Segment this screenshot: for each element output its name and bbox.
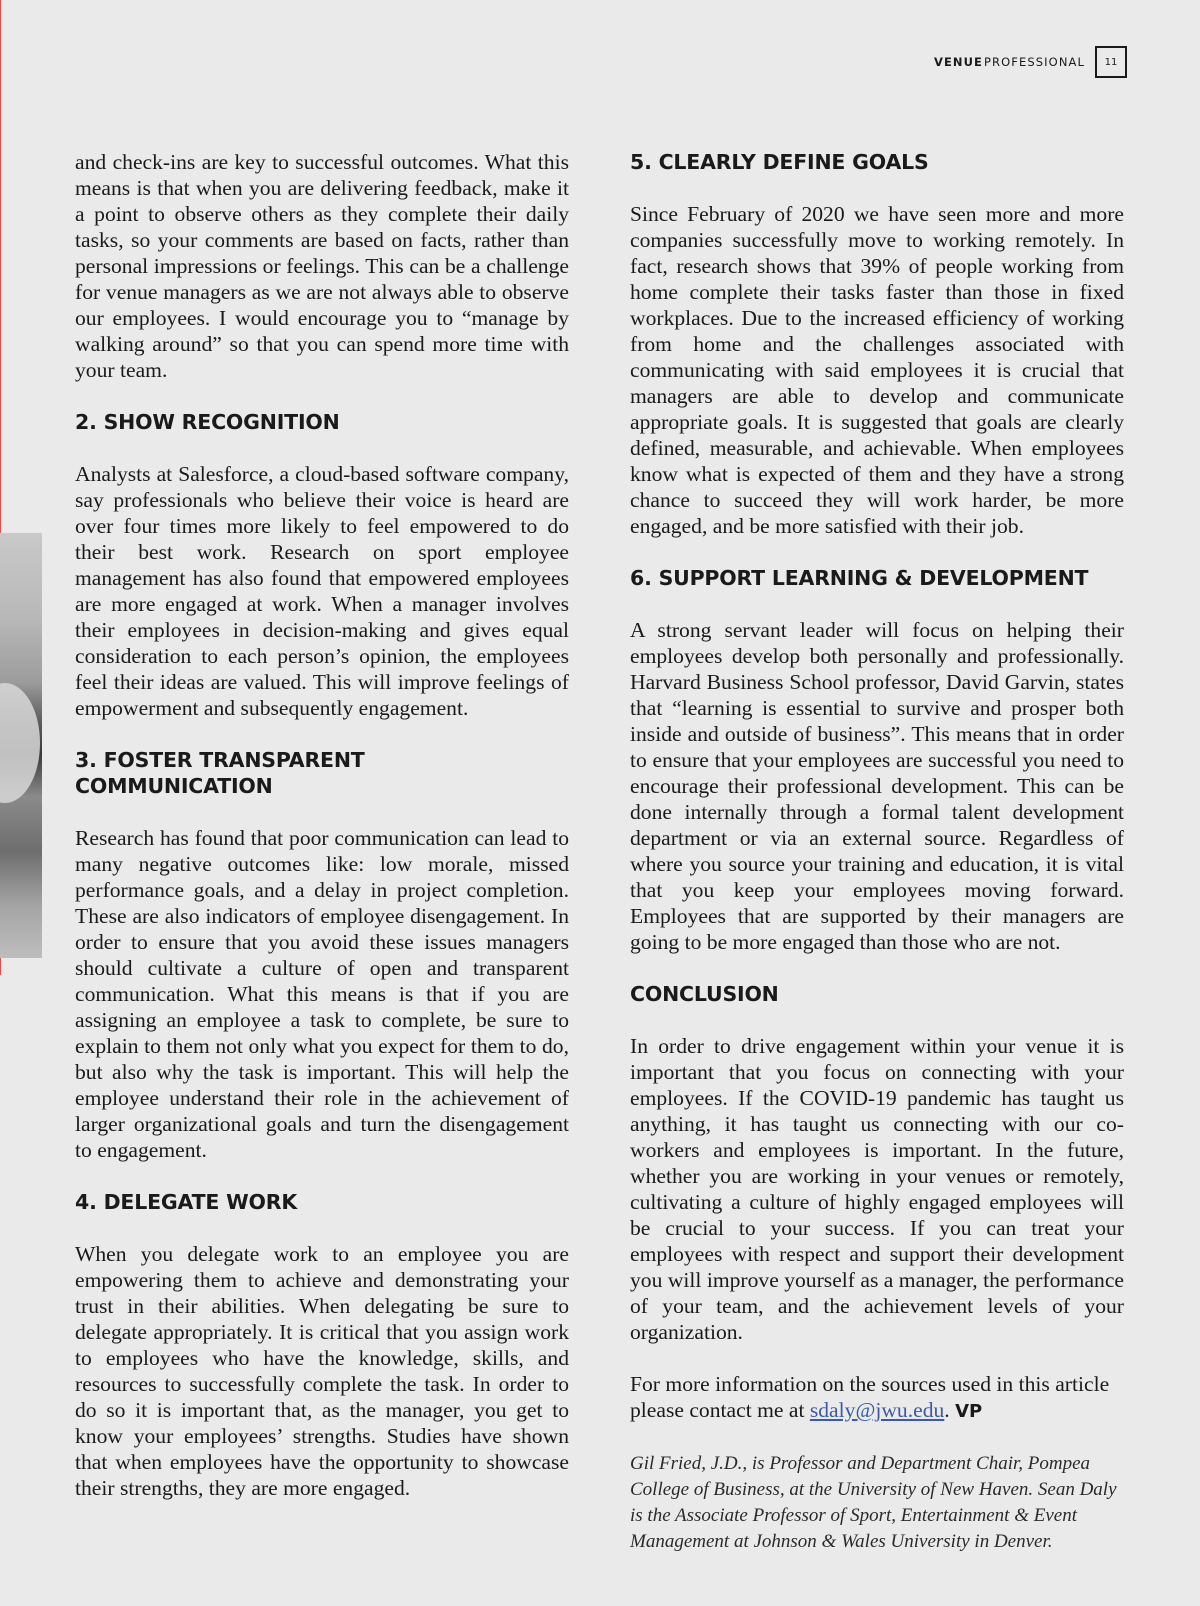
heading-foster-communication: 3. FOSTER TRANSPARENT COMMUNICATION bbox=[75, 748, 365, 798]
side-photo-crop bbox=[0, 533, 42, 958]
right-column bbox=[630, 149, 1124, 1581]
paragraph-delegate-work: When you delegate work to an employee you are empowering them to achieve and demonstrating your trust in their abilities. When delegating be sure to delegate appropriately. It is critical that you assign work to employees who have the knowledge, skills, and resources to successfully complete the task. In order to do so it is important that, as the manager, you get to know your employees’ strengths. Studies have shown that when employees have the opportunity to showcase their strengths, they are more engaged. bbox=[75, 1242, 569, 1500]
brand-professional: PROFESSIONAL bbox=[984, 55, 1085, 69]
intro-paragraph: and check-ins are key to successful outcomes. What this means is that when you are delivering feedback, make it a point to observe others as they complete their daily tasks, so your comments are based on facts, rather than personal impressions or feelings. This can be a challenge for venue managers as we are not always able to observe our employees. I would encourage you to “manage by walking around” so that you can spend more time with your team. bbox=[75, 150, 569, 382]
heading-learning-development: 6. SUPPORT LEARNING & DEVELOPMENT bbox=[630, 566, 1089, 590]
heading-conclusion: CONCLUSION bbox=[630, 982, 779, 1006]
heading-delegate-work: 4. DELEGATE WORK bbox=[75, 1190, 298, 1214]
contact-paragraph bbox=[630, 1371, 1124, 1425]
paragraph-conclusion: In order to drive engagement within your venue it is important that you focus on connecting with your employees. If the COVID-19 pandemic has taught us anything, it has taught us connecting with our co-workers and employees is important. In the future, whether you are working in your venues or remotely, cultivating a culture of highly engaged employees will be crucial to your success. If you can treat your employees with respect and support their development you will improve yourself as a manager, the performance of your team, and the achievement levels of your organization. bbox=[630, 1034, 1124, 1344]
brand-venue: VENUE bbox=[933, 55, 984, 69]
heading-show-recognition: 2. SHOW RECOGNITION bbox=[75, 410, 340, 434]
page-number: 11 bbox=[1095, 46, 1127, 78]
heading-define-goals: 5. CLEARLY DEFINE GOALS bbox=[630, 150, 929, 174]
page-header bbox=[934, 45, 1127, 79]
contact-text: For more information on the sources used in this article please contact me at bbox=[630, 1372, 1110, 1422]
vp-end-mark: VP bbox=[955, 1401, 983, 1422]
left-column bbox=[75, 149, 569, 1527]
paragraph-learning-development: A strong servant leader will focus on helping their employees develop both personally and professionally. Harvard Business School professor, David Garvin, states that “learning is essential to survive and prosper both inside and outside of business”. This means that in order to ensure that your employees are successful you need to encourage their professional development. This can be done internally through a formal talent development department or via an external source. Regardless of where you source your training and education, it is vital that you keep your employees moving forward. Employees that are supported by their managers are going to be more engaged than those who are not. bbox=[630, 618, 1124, 954]
paragraph-define-goals: Since February of 2020 we have seen more and more companies successfully move to working remotely. In fact, research shows that 39% of people working from home complete their tasks faster than those in fixed workplaces. Due to the increased efficiency of working from home and the challenges associated with communicating with said employees it is crucial that managers are able to develop and communicate appropriate goals. It is suggested that goals are clearly defined, measurable, and achievable. When employees know what is expected of them and they have a strong chance to succeed they will work harder, be more engaged, and be more satisfied with their job. bbox=[630, 202, 1124, 538]
contact-period: . bbox=[944, 1398, 950, 1422]
author-bio: Gil Fried, J.D., is Professor and Department Chair, Pompea College of Business, at the University of New Haven. Sean Daly is the Associate Professor of Sport, Entertainment & Event Management at Johnson & Wales University in Denver. bbox=[630, 1453, 1117, 1552]
contact-email-link[interactable]: sdaly@jwu.edu bbox=[809, 1398, 945, 1422]
paragraph-show-recognition: Analysts at Salesforce, a cloud-based software company, say professionals who believe their voice is heard are over four times more likely to feel empowered to do their best work. Research on sport employee management has also found that empowered employees are more engaged at work. When a manager involves their employees in decision-making and gives equal consideration to each person’s opinion, the employees feel their ideas are valued. This will improve feelings of empowerment and subsequently engagement. bbox=[75, 462, 569, 720]
paragraph-foster-communication: Research has found that poor communication can lead to many negative outcomes like: low morale, missed performance goals, and a delay in project completion. These are also indicators of employee disengagement. In order to ensure that you avoid these issues managers should cultivate a culture of open and transparent communication. What this means is that if you are assigning an employee a task to complete, be sure to explain to them not only what you expect for them to do, but also why the task is important. This will help the employee understand their role in the achievement of larger organizational goals and turn the disengagement to engagement. bbox=[75, 826, 569, 1162]
